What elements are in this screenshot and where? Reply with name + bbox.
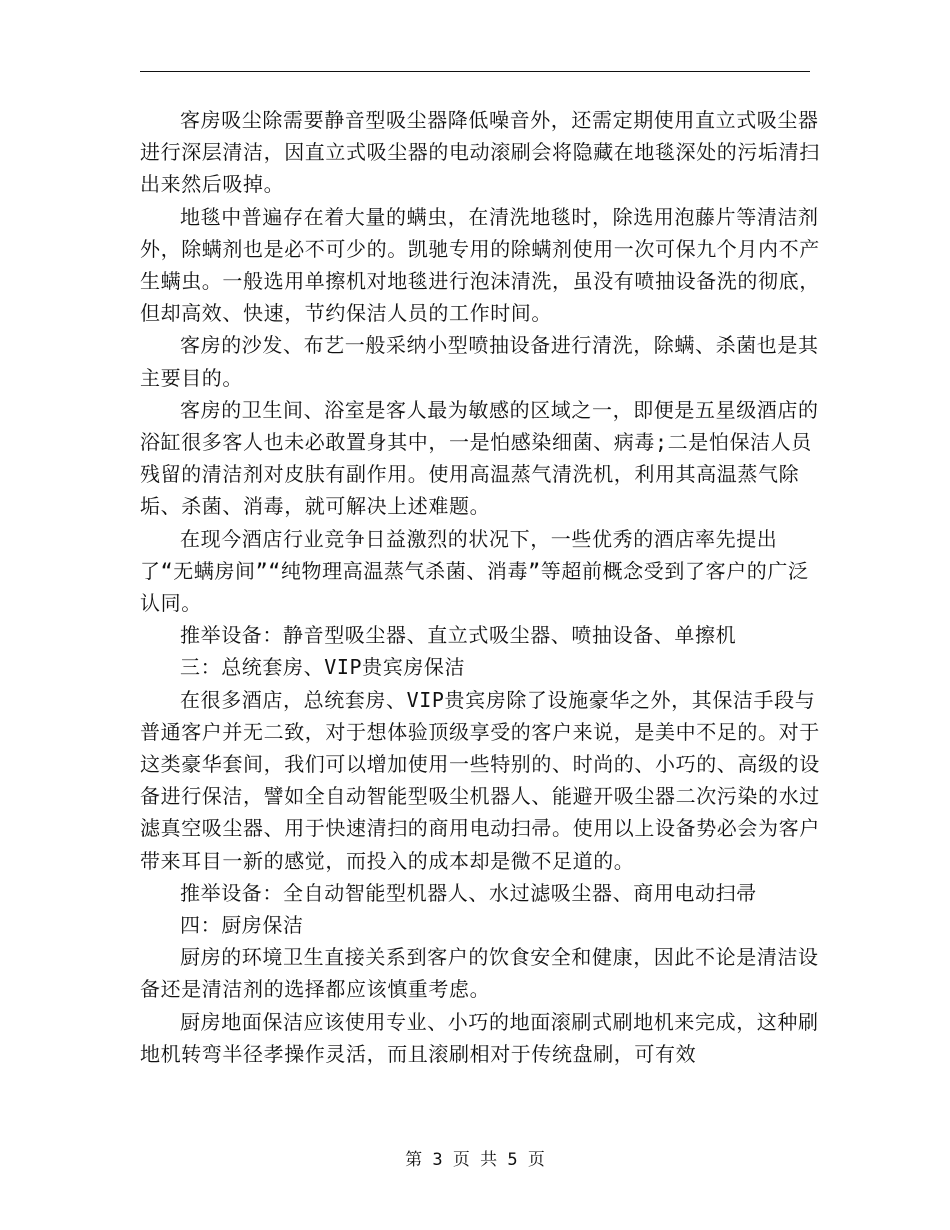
- paragraph: 在现今酒店行业竞争日益激烈的状况下，一些优秀的酒店率先提出了“无螨房间”“纯物理高温蒸气杀菌、消毒”等超前概念受到了客户的广泛认同。: [140, 526, 809, 616]
- recommended-equipment: 推举设备：全自动智能型机器人、水过滤吸尘器、商用电动扫帚: [180, 880, 757, 905]
- paragraph: 在很多酒店，总统套房、VIP贵宾房除了设施豪华之外，其保洁手段与普通客户并无二致，对于想体验顶级享受的客户来说，是美中不足的。对于这类豪华套间，我们可以增加使用一些特别的、时尚的、小巧的、高级的设备进行保洁，譬如全自动智能型吸尘机器人、能避开吸尘器二次污染的水过滤真空吸尘器、用于快速清扫的商用电动扫帚。使用以上设备势必会为客户带来耳目一新的感觉，而投入的成本却是微不足道的。: [140, 687, 820, 873]
- paragraph: 厨房地面保洁应该使用专业、小巧的地面滚刷式刷地机来完成，这种刷地机转弯半径孝操作灵活，而且滚刷相对于传统盘刷，可有效: [140, 1009, 819, 1066]
- recommended-equipment: 推举设备：静音型吸尘器、直立式吸尘器、喷抽设备、单擦机: [180, 623, 737, 648]
- paragraph: 客房的沙发、布艺一般采纳小型喷抽设备进行清洗，除螨、杀菌也是其主要目的。: [140, 333, 819, 390]
- page-footer: 第 3 页 共 5 页: [405, 1150, 545, 1170]
- header-rule: [140, 71, 810, 72]
- section-heading: 四：厨房保洁: [180, 913, 304, 938]
- body-text: [140, 104, 820, 1070]
- paragraph: 客房的卫生间、浴室是客人最为敏感的区域之一，即便是五星级酒店的浴缸很多客人也未必敢置身其中，一是怕感染细菌、病毒;二是怕保洁人员残留的清洁剂对皮肤有副作用。使用高温蒸气清洗机，利用其高温蒸气除垢、杀菌、消毒，就可解决上述难题。: [140, 397, 819, 519]
- paragraph: 地毯中普遍存在着大量的螨虫，在清洗地毯时，除选用泡藤片等清洁剂外，除螨剂也是必不可少的。凯驰专用的除螨剂使用一次可保九个月内不产生螨虫。一般选用单擦机对地毯进行泡沫清洗，虽没有喷抽设备洗的彻底，但却高效、快速，节约保洁人员的工作时间。: [140, 204, 820, 326]
- paragraph: 厨房的环境卫生直接关系到客户的饮食安全和健康，因此不论是清洁设备还是清洁剂的选择都应该慎重考虑。: [140, 945, 819, 1002]
- paragraph: 客房吸尘除需要静音型吸尘器降低噪音外，还需定期使用直立式吸尘器进行深层清洁，因直立式吸尘器的电动滚刷会将隐藏在地毯深处的污垢清扫出来然后吸掉。: [140, 108, 820, 197]
- section-heading: 三：总统套房、VIP贵宾房保洁: [180, 655, 466, 680]
